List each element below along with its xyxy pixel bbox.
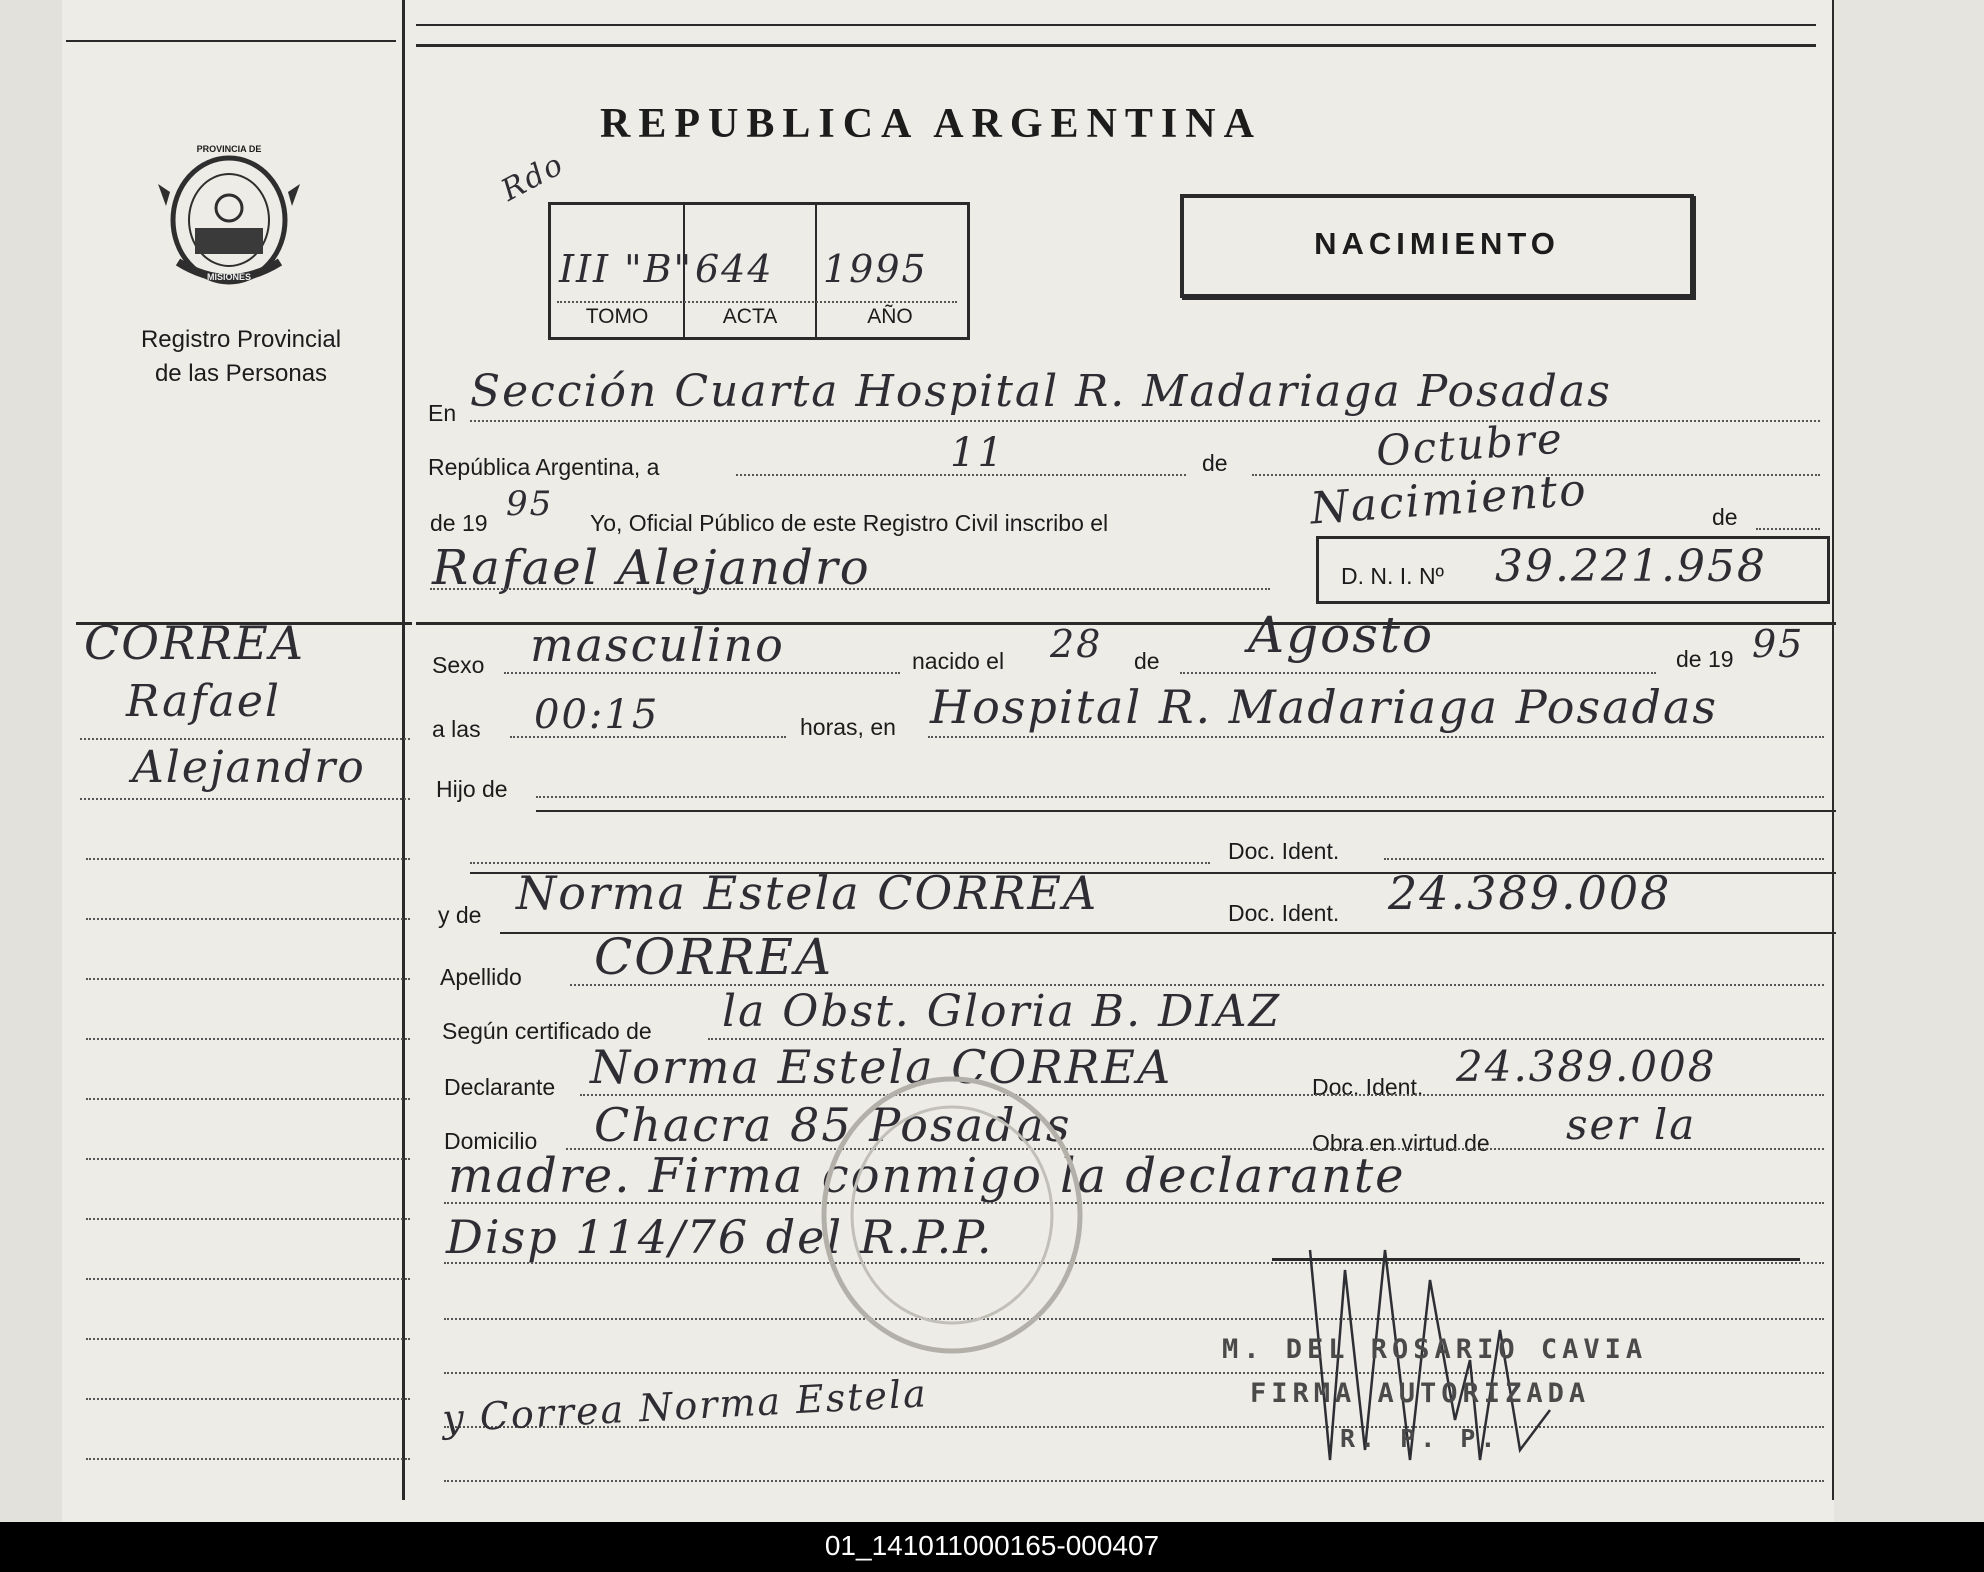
ano-label: AÑO — [867, 305, 913, 328]
margin-line-1 — [80, 738, 410, 740]
top-rule-2 — [416, 44, 1816, 47]
record-number-box — [548, 202, 970, 340]
label-nacido: nacido el — [912, 648, 1005, 674]
margin-line-11 — [86, 1338, 410, 1340]
margin-line-2 — [80, 798, 410, 800]
margin-line-9 — [86, 1218, 410, 1220]
official-stamp-line3: R. P. P. — [1340, 1424, 1501, 1453]
margin-line-6 — [86, 1038, 410, 1040]
field-madre-doc: 24.389.008 — [1388, 866, 1672, 920]
acta-value: 644 — [695, 247, 774, 291]
field-acto: Nacimiento — [1308, 464, 1590, 535]
field-apellido: CORREA — [594, 928, 834, 986]
field-anio-nac: 95 — [1752, 622, 1805, 666]
padre-rule — [536, 810, 1836, 812]
margin-nombre-1: Rafael — [126, 676, 281, 727]
line-padre-doc — [1384, 858, 1824, 860]
field-dni: 39.221.958 — [1495, 541, 1767, 592]
field-lugar-nac: Hospital R. Madariaga Posadas — [930, 680, 1719, 734]
certificate-type: NACIMIENTO — [1314, 226, 1560, 261]
official-stamp-line1: M. DEL ROSARIO CAVIA — [1222, 1334, 1648, 1365]
line-en — [470, 420, 1820, 422]
line-declarante — [580, 1094, 1824, 1096]
label-de-2: de — [1134, 648, 1160, 674]
tomo-label: TOMO — [585, 305, 649, 328]
top-left-rule — [66, 40, 396, 42]
field-obra: ser la — [1566, 1100, 1697, 1149]
line-obra-2 — [444, 1202, 1824, 1204]
document-reference: 01_141011000165-000407 — [824, 1530, 1160, 1561]
label-a-las: a las — [432, 716, 481, 742]
line-sexo — [504, 672, 900, 674]
label-de: de — [1202, 450, 1228, 476]
field-mes-nac: Agosto — [1248, 606, 1435, 664]
seal-bottom-text: MISIONES — [206, 272, 251, 282]
field-madre: Norma Estela CORREA — [516, 866, 1099, 920]
margin-line-8 — [86, 1158, 410, 1160]
right-page-edge — [1834, 0, 1984, 1522]
label-apellido: Apellido — [440, 964, 522, 990]
tomo-value: III "B" — [559, 247, 693, 291]
column-divider — [402, 0, 405, 1500]
field-lugar: Sección Cuarta Hospital R. Madariaga Posadas — [470, 366, 1612, 417]
label-dni: D. N. I. Nº — [1341, 563, 1444, 589]
line-lugar-nac — [928, 736, 1824, 738]
field-obra-2: madre. Firma conmigo la declarante — [448, 1148, 1406, 1204]
field-declarante-doc: 24.389.008 — [1456, 1042, 1717, 1091]
field-mes: Octubre — [1374, 413, 1566, 476]
label-obra-en-virtud: Obra en virtud de — [1312, 1130, 1490, 1156]
field-anio-reg: 95 — [506, 484, 554, 524]
label-doc-ident-2: Doc. Ident. — [1228, 900, 1340, 926]
margin-line-4 — [86, 918, 410, 920]
label-de-19-b: de 19 — [1676, 646, 1734, 672]
field-certificado: la Obst. Gloria B. DIAZ — [722, 986, 1282, 1037]
official-stamp-line2: FIRMA AUTORIZADA — [1250, 1378, 1591, 1409]
label-republica: República Argentina, a — [428, 454, 660, 480]
margin-line-7 — [86, 1098, 410, 1100]
registry-name-line2: de las Personas — [154, 360, 328, 387]
certificate-type-box — [1180, 194, 1694, 298]
label-y-de: y de — [438, 902, 482, 928]
country-title: REPUBLICA ARGENTINA — [600, 101, 1262, 147]
left-page-edge — [0, 0, 62, 1522]
declarante-signature: y Correa Norma Estela — [441, 1371, 929, 1441]
margin-line-3 — [86, 858, 410, 860]
label-doc-ident-3: Doc. Ident. — [1312, 1074, 1424, 1100]
right-frame — [1832, 0, 1834, 1500]
field-domicilio: Chacra 85 Posadas — [594, 1098, 1072, 1152]
office-seal-icon — [812, 1070, 1092, 1360]
margin-line-10 — [86, 1278, 410, 1280]
acta-label: ACTA — [722, 305, 778, 328]
label-segun-certificado: Según certificado de — [442, 1018, 652, 1044]
seal-top-text: PROVINCIA DE — [196, 144, 262, 154]
label-hijo-de: Hijo de — [436, 776, 508, 802]
label-horas-en: horas, en — [800, 714, 896, 740]
dni-box — [1316, 536, 1830, 604]
field-obra-3: Disp 114/76 del R.P.P. — [446, 1210, 994, 1264]
label-yo-oficial: Yo, Oficial Público de este Registro Civil inscribo el — [590, 510, 1109, 536]
label-sexo: Sexo — [432, 652, 485, 678]
line-blank-4 — [444, 1480, 1824, 1482]
line-padre — [536, 796, 1824, 798]
registry-name-line1: Registro Provincial — [140, 326, 342, 353]
label-declarante: Declarante — [444, 1074, 556, 1100]
margin-line-5 — [86, 978, 410, 980]
margin-line-12 — [86, 1398, 410, 1400]
margin-nombre-2: Alejandro — [132, 742, 366, 793]
field-hora: 00:15 — [534, 692, 660, 738]
label-de-19: de 19 — [430, 510, 488, 536]
line-mes-nac — [1180, 672, 1656, 674]
line-nombre — [430, 588, 1270, 590]
line-padre-2 — [470, 862, 1210, 864]
label-domicilio: Domicilio — [444, 1128, 538, 1154]
margin-line-13 — [86, 1458, 410, 1460]
field-dia-nac: 28 — [1050, 622, 1103, 666]
top-rule — [416, 24, 1816, 26]
label-de-end: de — [1712, 504, 1738, 530]
label-en: En — [428, 400, 457, 426]
field-nombre: Rafael Alejandro — [432, 540, 871, 596]
corner-note: Rdo — [495, 146, 571, 209]
margin-apellido: CORREA — [84, 616, 305, 670]
ano-value: 1995 — [823, 247, 928, 291]
field-sexo: masculino — [530, 618, 785, 672]
label-doc-ident: Doc. Ident. — [1228, 838, 1340, 864]
field-dia: 11 — [950, 430, 1005, 476]
line-acto-end — [1756, 528, 1820, 530]
field-declarante: Norma Estela CORREA — [590, 1040, 1173, 1094]
